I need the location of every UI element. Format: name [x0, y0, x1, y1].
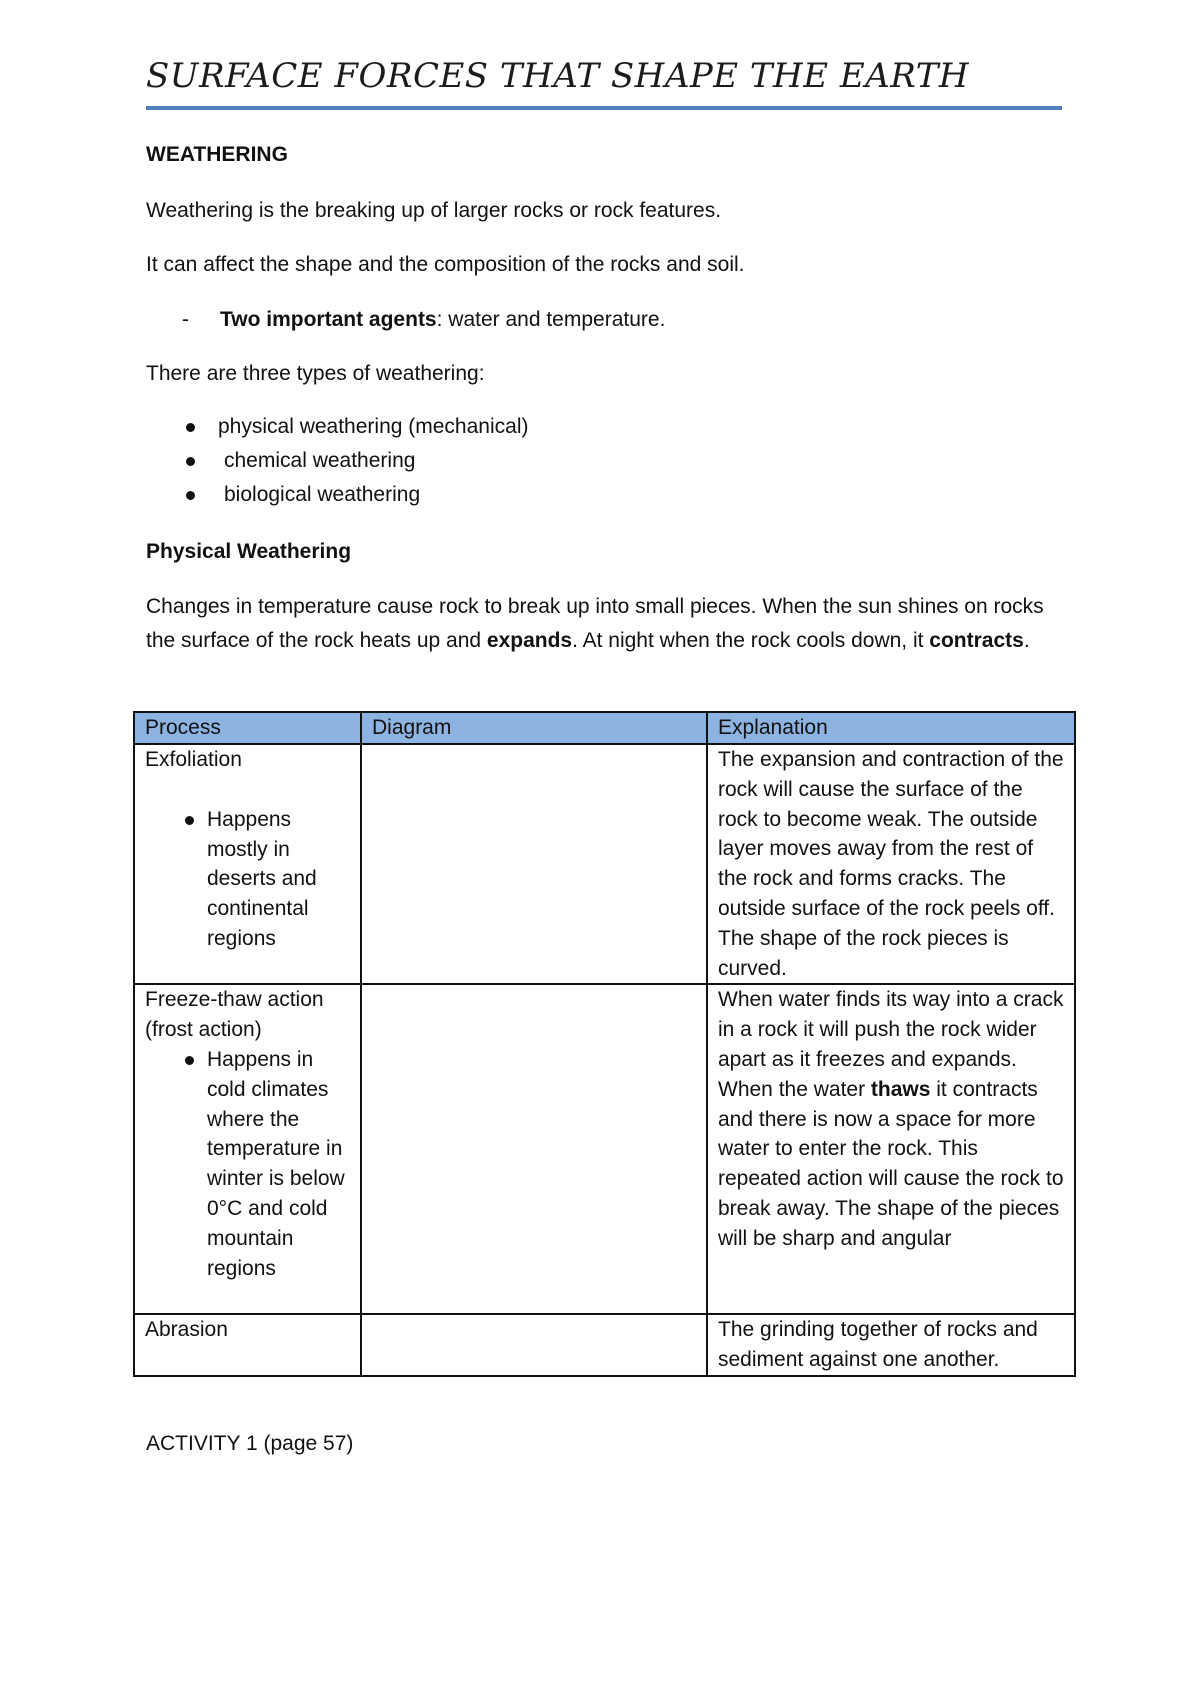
physical-heading: Physical Weathering: [146, 540, 352, 563]
process-name: Freeze-thaw action (frost action): [145, 988, 324, 1042]
table-header-row: [134, 712, 1075, 744]
diagram-cell: [361, 744, 707, 984]
thaws-term: thaws: [870, 1077, 931, 1101]
agents-label: Two important agents: [220, 308, 437, 331]
explanation-cell: The grinding together of rocks and sediment against one another.: [707, 1314, 1075, 1376]
bullet-icon: [186, 457, 195, 466]
process-cell: [134, 984, 361, 1314]
activity-reference: ACTIVITY 1 (page 57): [146, 1432, 354, 1455]
list-item: physical weathering (mechanical): [182, 410, 528, 444]
process-cell: [134, 1314, 361, 1376]
list-item: biological weathering: [182, 478, 528, 512]
intro-line-2: It can affect the shape and the composition of the rocks and soil.: [146, 253, 745, 276]
table-row: [134, 744, 1075, 984]
process-name: Exfoliation: [145, 748, 242, 771]
intro-line-1: Weathering is the breaking up of larger rocks or rock features.: [146, 199, 722, 222]
title-underline: [146, 106, 1062, 110]
process-note: Happens in cold climates where the temperature in winter is below 0°C and cold mountain regions: [145, 1045, 350, 1283]
types-intro: There are three types of weathering:: [146, 362, 485, 385]
table-row: [134, 1314, 1075, 1376]
process-note: Happens mostly in deserts and continental regions: [145, 805, 350, 954]
bullet-icon: [185, 1056, 194, 1065]
weathering-table: [133, 711, 1076, 1377]
expands-term: expands: [486, 629, 573, 652]
agents-item: [182, 303, 665, 337]
bullet-icon: [186, 423, 195, 432]
section-heading: WEATHERING: [146, 143, 288, 166]
header-diagram: Diagram: [361, 712, 707, 744]
physical-paragraph: Changes in temperature cause rock to break up into small pieces. When the sun shines on rocks the surface of the rock heats up and expands. At night when the rock cools down, it contracts.: [146, 595, 1044, 652]
dash-marker: -: [182, 308, 189, 331]
bullet-icon: [186, 491, 195, 500]
diagram-cell: [361, 984, 707, 1314]
diagram-cell: [361, 1314, 707, 1376]
page-title: SURFACE FORCES THAT SHAPE THE EARTH: [146, 56, 970, 96]
header-process: Process: [134, 712, 361, 744]
types-list: [182, 410, 528, 512]
bullet-icon: [185, 816, 194, 825]
list-item: chemical weathering: [182, 444, 528, 478]
explanation-cell: The expansion and contraction of the rock will cause the surface of the rock to become weak. The outside layer moves away from the rest of the rock and forms cracks. The outside surface of the rock peels off. The shape of the rock pieces is curved.: [707, 744, 1075, 984]
header-explanation: Explanation: [707, 712, 1075, 744]
agents-text: : water and temperature.: [436, 308, 666, 331]
process-name: Abrasion: [145, 1318, 228, 1342]
contracts-term: contracts: [929, 629, 1024, 652]
explanation-cell: When water finds its way into a crack in a rock it will push the rock wider apart as it freezes and expands. When the water thaws it contracts and there is now a space for more water to enter the rock. This repeated action will cause the rock to break away. The shape of the pieces will be sharp and angular: [707, 984, 1075, 1314]
process-cell: [134, 744, 361, 984]
table-row: [134, 984, 1075, 1314]
